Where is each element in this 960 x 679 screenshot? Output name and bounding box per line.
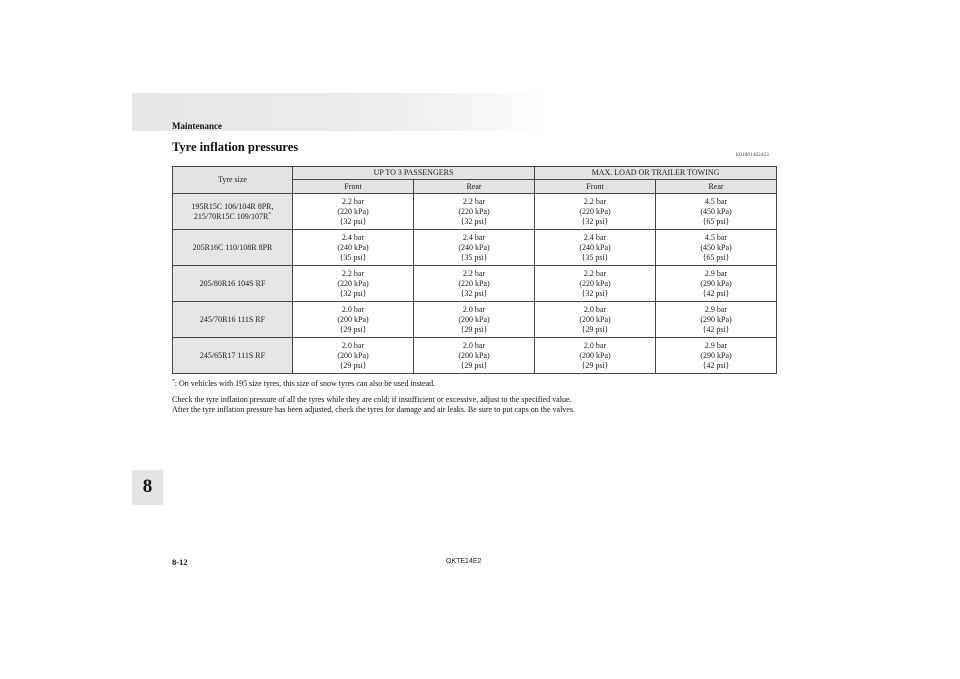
document-code: E01001402423 xyxy=(736,153,769,158)
pressure-cell: 2.0 bar (200 kPa) {29 psi} xyxy=(293,302,414,338)
group-header-passengers: UP TO 3 PASSENGERS xyxy=(293,167,535,180)
tyre-size-cell: 245/65R17 111S RF xyxy=(173,338,293,374)
chapter-number: 8 xyxy=(142,476,153,497)
sub-header-rear: Rear xyxy=(414,180,535,194)
pressure-cell: 2.4 bar (240 kPa) {35 psi} xyxy=(414,230,535,266)
tyre-size-header: Tyre size xyxy=(173,167,293,194)
pressure-cell: 2.2 bar (220 kPa) {32 psi} xyxy=(414,266,535,302)
section-label: Maintenance xyxy=(172,121,222,131)
table-row xyxy=(173,302,777,338)
instruction-text: After the tyre inflation pressure has been adjusted, check the tyres for damage and air leaks. Be sure to put caps on the valves. xyxy=(172,405,575,414)
footnote-text: : On vehicles with 195 size tyres, this size of snow tyres can also be used instead. xyxy=(174,379,436,388)
table-row xyxy=(173,266,777,302)
pressure-cell: 2.2 bar (220 kPa) {32 psi} xyxy=(293,194,414,230)
pressure-cell: 2.0 bar (200 kPa) {29 psi} xyxy=(414,338,535,374)
instruction-text: Check the tyre inflation pressure of all the tyres while they are cold; if insufficient or excessive, adjust to the specified value. xyxy=(172,395,572,404)
pressure-cell: 2.4 bar (240 kPa) {35 psi} xyxy=(293,230,414,266)
sub-header-front: Front xyxy=(293,180,414,194)
tyre-size-cell: 195R15C 106/104R 8PR, 215/70R15C 109/107R* xyxy=(173,194,293,230)
table-row xyxy=(173,230,777,266)
pressure-cell: 2.2 bar (220 kPa) {32 psi} xyxy=(293,266,414,302)
group-header-max-load: MAX. LOAD OR TRAILER TOWING xyxy=(535,167,777,180)
pressure-cell: 2.9 bar (290 kPa) {42 psi} xyxy=(656,302,777,338)
pressure-cell: 2.2 bar (220 kPa) {32 psi} xyxy=(414,194,535,230)
tyre-size-cell: 245/70R16 111S RF xyxy=(173,302,293,338)
footnote-marker: * xyxy=(172,378,175,385)
footer-code: OKTE14E2 xyxy=(446,558,482,565)
pressure-cell: 4.5 bar (450 kPa) {65 psi} xyxy=(656,230,777,266)
table-row xyxy=(173,194,777,230)
pressure-cell: 2.0 bar (200 kPa) {29 psi} xyxy=(293,338,414,374)
sub-header-front: Front xyxy=(535,180,656,194)
chapter-tab xyxy=(132,470,163,505)
footnote-marker: * xyxy=(268,210,272,217)
pressure-cell: 2.4 bar (240 kPa) {35 psi} xyxy=(535,230,656,266)
tyre-size-cell: 205R16C 110/108R 8PR xyxy=(173,230,293,266)
table-row xyxy=(173,338,777,374)
pressure-cell: 2.2 bar (220 kPa) {32 psi} xyxy=(535,266,656,302)
tyre-pressure-table xyxy=(172,166,777,374)
pressure-cell: 2.0 bar (200 kPa) {29 psi} xyxy=(414,302,535,338)
page-number: 8-12 xyxy=(172,557,188,567)
pressure-cell: 4.5 bar (450 kPa) {65 psi} xyxy=(656,194,777,230)
page-title: Tyre inflation pressures xyxy=(172,140,299,154)
sub-header-rear: Rear xyxy=(656,180,777,194)
pressure-cell: 2.0 bar (200 kPa) {29 psi} xyxy=(535,302,656,338)
pressure-cell: 2.2 bar (220 kPa) {32 psi} xyxy=(535,194,656,230)
pressure-cell: 2.9 bar (290 kPa) {42 psi} xyxy=(656,338,777,374)
pressure-cell: 2.9 bar (290 kPa) {42 psi} xyxy=(656,266,777,302)
pressure-cell: 2.0 bar (200 kPa) {29 psi} xyxy=(535,338,656,374)
footnote xyxy=(172,379,435,388)
tyre-size-cell: 205/80R16 104S RF xyxy=(173,266,293,302)
